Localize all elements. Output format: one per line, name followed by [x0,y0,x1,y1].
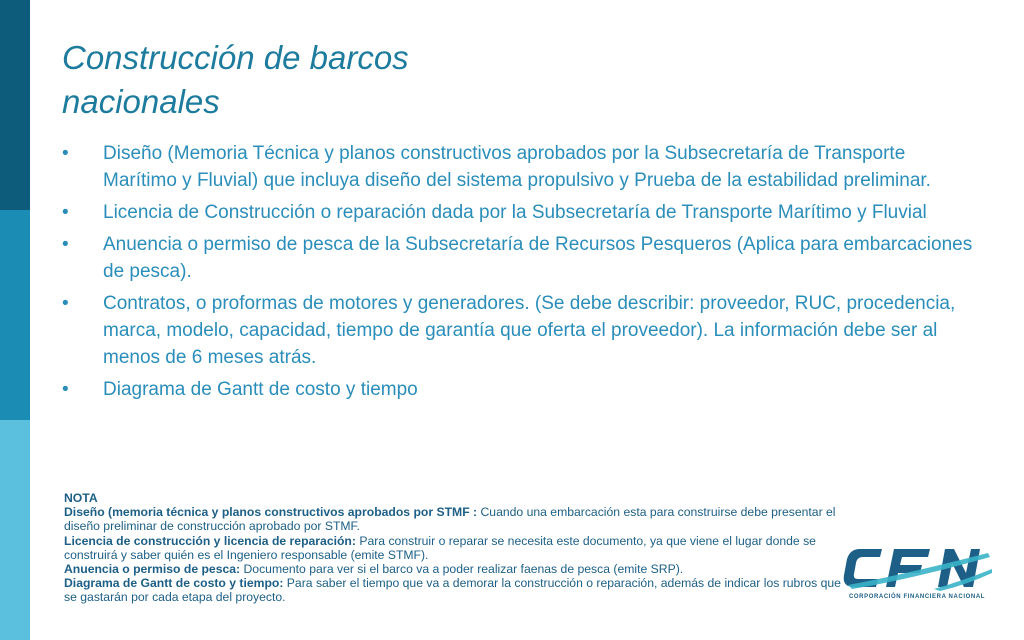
bullet-icon: • [62,293,69,314]
note-section [64,491,854,605]
cfn-logo [842,545,992,607]
note-item [64,576,854,604]
requirements-list [62,140,982,408]
note-item-term: Licencia de construcción y licencia de reparación: [64,533,356,548]
list-item-text: Contratos, o proformas de motores y generadores. (Se debe describir: proveedor, RUC, procedencia, marca, modelo, capacidad, tiempo de garantía que oferta el proveedor). La información debe ser al menos de 6 meses atrás. [103,293,956,368]
slide-title-line-1: Construcción de barcos [62,39,409,76]
slide-title [62,36,662,124]
note-item-text: Documento para ver si el barco va a poder realizar faenas de pesca (emite SRP). [240,562,684,577]
list-item-text: Licencia de Construcción o reparación dada por la Subsecretaría de Transporte Marítimo y Fluvial [103,202,927,223]
note-item-term: Anuencia o permiso de pesca: [64,562,241,577]
list-item [62,140,982,194]
note-item [64,505,854,533]
list-item-text: Diseño (Memoria Técnica y planos constructivos aprobados por la Subsecretaría de Transporte Marítimo y Fluvial) que incluya diseño del sistema propulsivo y Prueba de la estabilidad preliminar. [103,143,931,191]
list-item [62,231,982,285]
accent-bar-mid-segment [0,210,30,420]
left-accent-bar [0,0,30,640]
list-item [62,290,982,371]
note-item-term: Diagrama de Gantt de costo y tiempo: [64,576,284,591]
note-item-text: Para saber el tiempo que va a demorar la construcción o reparación, además de indicar los rubros que se gastarán por cada etapa del proyecto. [64,576,841,605]
note-heading: NOTA [64,491,98,505]
bullet-icon: • [62,202,69,223]
note-item-text: Para construir o reparar se necesita este documento, ya que viene el lugar donde se construirá y saber quién es el Ingeniero responsable (emite STMF). [64,533,816,562]
accent-bar-dark-segment [0,0,30,210]
accent-bar-light-segment [0,420,30,640]
list-item [62,376,982,403]
note-item [64,534,854,562]
note-item [64,562,854,576]
bullet-icon: • [62,234,69,255]
cfn-logo-tagline: CORPORACIÓN FINANCIERA NACIONAL [848,594,986,600]
cfn-logo-mark-icon [842,545,992,591]
bullet-icon: • [62,143,69,164]
bullet-icon: • [62,379,69,400]
note-item-text: Cuando una embarcación esta para construirse debe presentar el diseño preliminar de construcción aprobado por STMF. [64,505,836,534]
list-item-text: Anuencia o permiso de pesca de la Subsecretaría de Recursos Pesqueros (Aplica para embarcaciones de pesca). [103,234,973,282]
note-item-term: Diseño (memoria técnica y planos constructivos aprobados por STMF : [64,505,478,520]
list-item [62,199,982,226]
list-item-text: Diagrama de Gantt de costo y tiempo [103,379,418,400]
slide-title-line-2: nacionales [62,83,220,120]
